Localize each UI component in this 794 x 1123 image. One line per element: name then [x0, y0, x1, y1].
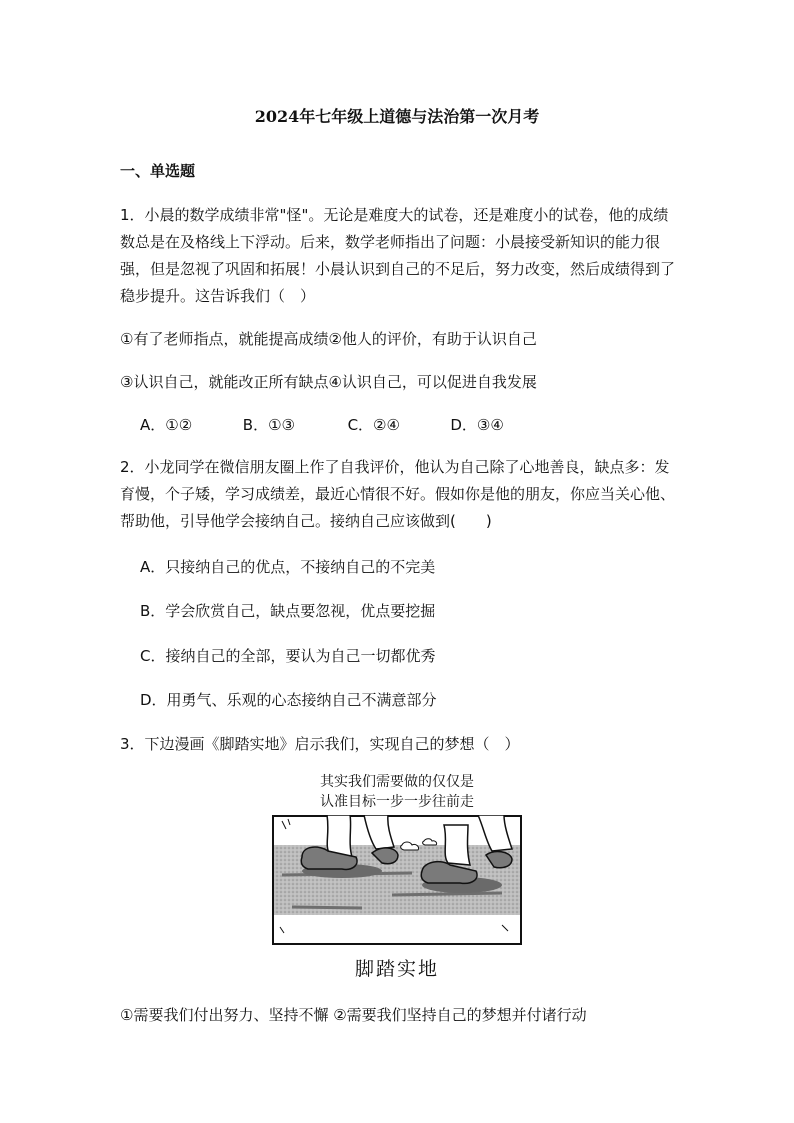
question-3-stem: 3．下边漫画《脚踏实地》启示我们，实现自己的梦想（ ）	[120, 735, 520, 753]
question-1-option-a[interactable]: A．①②	[140, 416, 193, 434]
question-1-option-b[interactable]: B．①③	[242, 416, 295, 434]
comic-drawing	[272, 815, 522, 945]
question-2-option-c[interactable]: C．接纳自己的全部，要认为自己一切都优秀	[140, 647, 436, 665]
section-heading: 一、单选题	[120, 162, 196, 180]
comic-illustration	[272, 772, 522, 982]
comic-caption-line-2: 认准目标一步一步往前走	[320, 794, 474, 810]
exam-title: 2024年七年级上道德与法治第一次月考	[254, 107, 540, 126]
comic-title: 脚踏实地	[354, 958, 439, 980]
question-1-statements-b: ③认识自己，就能改正所有缺点④认识自己，可以促进自我发展	[120, 373, 537, 391]
comic-caption-line-1: 其实我们需要做的仅仅是	[320, 774, 474, 790]
question-2-option-d[interactable]: D．用勇气、乐观的心态接纳自己不满意部分	[140, 691, 437, 709]
question-2-option-a[interactable]: A．只接纳自己的优点，不接纳自己的不完美	[140, 558, 436, 576]
question-2-option-b[interactable]: B．学会欣赏自己，缺点要忽视，优点要挖掘	[140, 602, 436, 620]
question-1-stem: 1．小晨的数学成绩非常"怪"。无论是难度大的试卷，还是难度小的试卷，他的成绩数总是在及格线上下浮动。后来，数学老师指出了问题：小晨接受新知识的能力很强，但是忽视了巩固和拓展！小晨认识到自己的不足后，努力改变，然后成绩得到了稳步提升。这告诉我们（ ）	[120, 206, 676, 305]
question-1-option-c[interactable]: C．②④	[347, 416, 400, 434]
question-3-statements: ①需要我们付出努力、坚持不懈 ②需要我们坚持自己的梦想并付诸行动	[120, 1006, 587, 1024]
question-1-options	[140, 414, 504, 435]
question-1-option-d[interactable]: D．③④	[450, 416, 504, 434]
question-2-stem: 2．小龙同学在微信朋友圈上作了自我评价，他认为自己除了心地善良，缺点多：发育慢，个子矮，学习成绩差，最近心情很不好。假如你是他的朋友，你应当关心他、帮助他，引导他学会接纳自己。接纳自己应该做到( )	[120, 458, 676, 530]
question-1-statements-a: ①有了老师指点，就能提高成绩②他人的评价，有助于认识自己	[120, 330, 537, 348]
